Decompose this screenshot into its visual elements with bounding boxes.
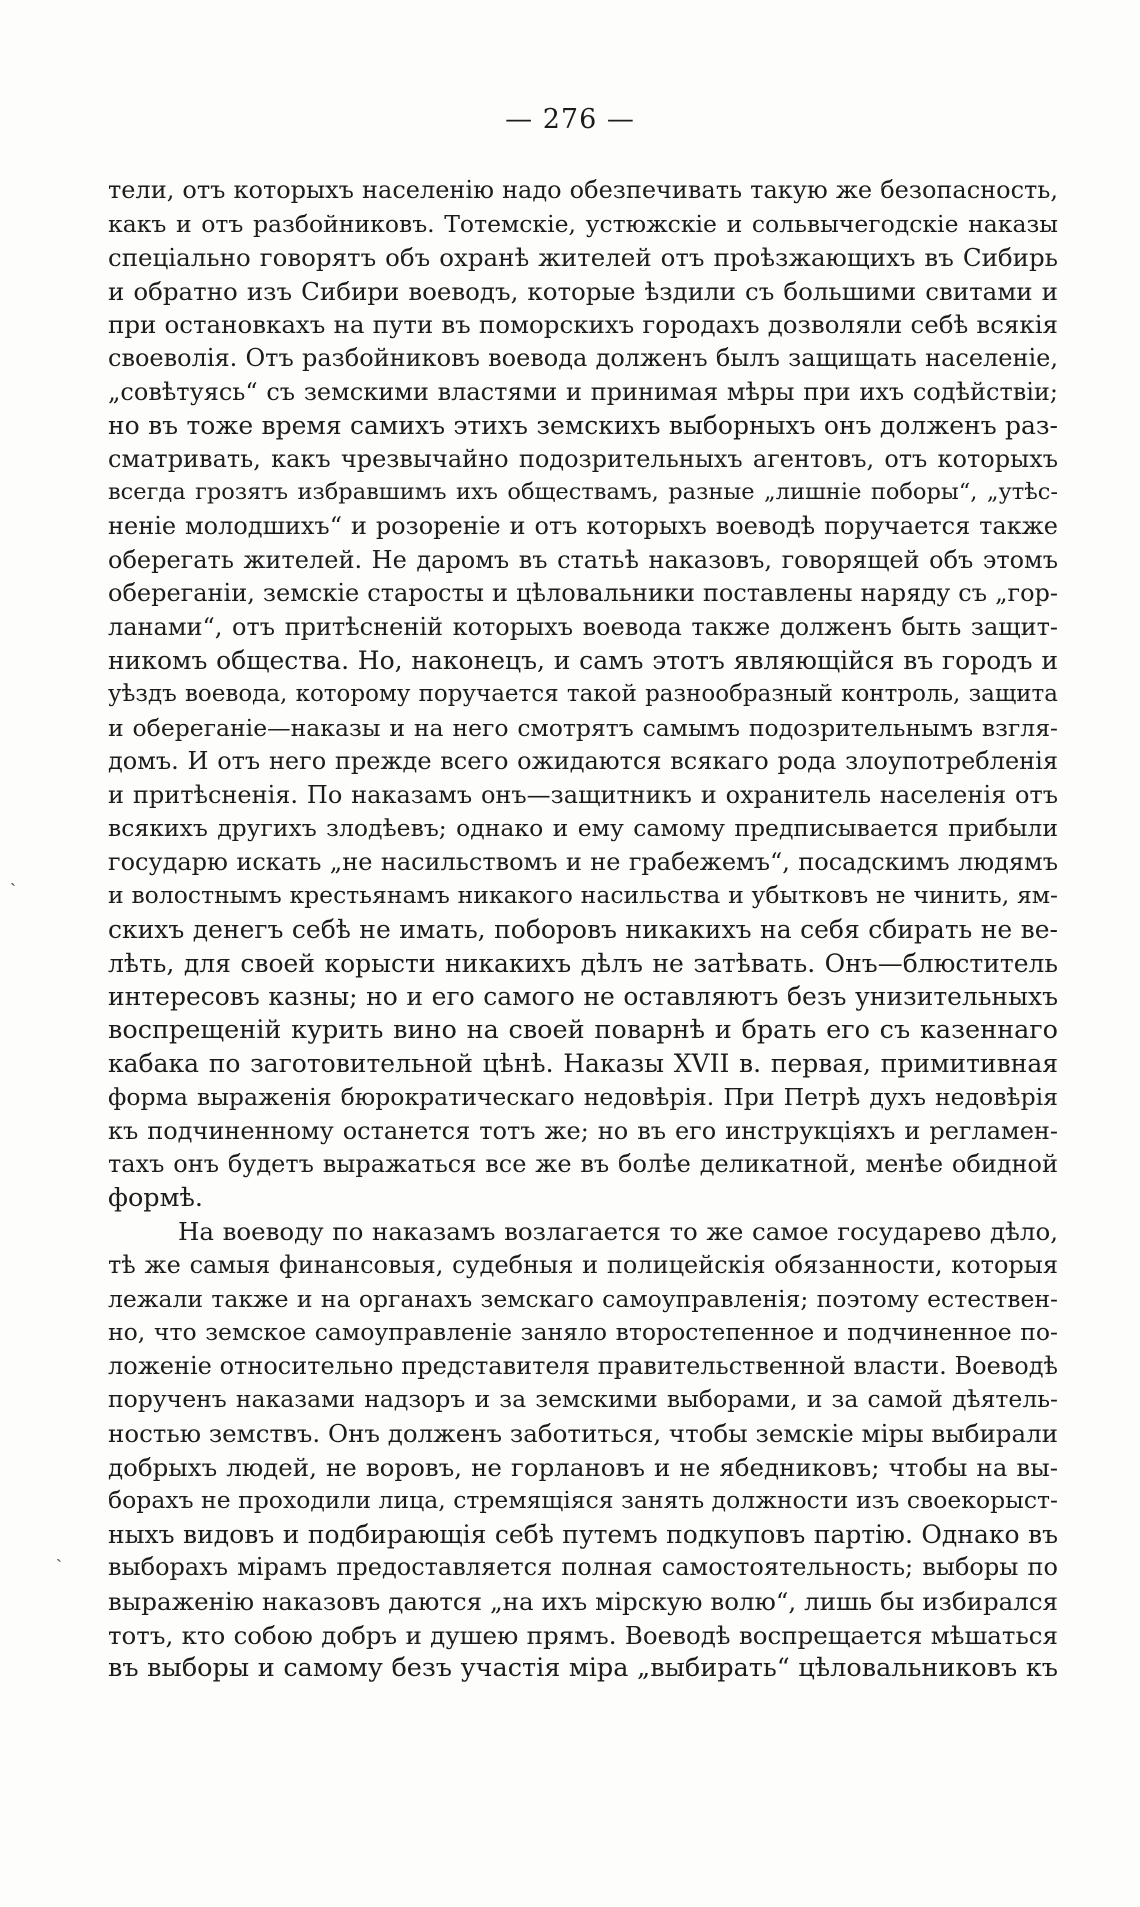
text-line: интересовъ казны; но и его самого не оставляютъ безъ унизительныхъ	[108, 982, 1058, 1012]
text-line: и обратно изъ Сибири воеводъ, которые ѣздили съ большими свитами и	[108, 276, 1058, 306]
text-line: выборахъ мірамъ предоставляется полная самостоятельность; выборы по	[108, 1553, 1058, 1582]
text-line: лѣть, для своей корысти никакихъ дѣлъ не затѣвать. Онъ—блюститель	[108, 948, 1058, 978]
text-line: „совѣтуясь“ съ земскими властями и принимая мѣры при ихъ содѣйствіи;	[108, 377, 1058, 406]
text-line: оберегать жителей. Не даромъ въ статьѣ наказовъ, говорящей объ этомъ	[108, 545, 1058, 574]
text-line: борахъ не проходили лица, стремящіяся занять должности изъ своекорыст-	[108, 1486, 1058, 1515]
text-line: лежали также и на органахъ земскаго самоуправленія; поэтому естествен-	[108, 1284, 1058, 1313]
text-line: ланами“, отъ притѣсненій которыхъ воевода также долженъ быть защит-	[108, 612, 1058, 641]
text-line: выраженію наказовъ даются „на ихъ мірскую волю“, лишь бы избирался	[108, 1586, 1058, 1616]
body-text	[108, 174, 1058, 1719]
text-line: государю искать „не насильствомъ и не грабежемъ“, посадскимъ людямъ	[108, 847, 1058, 876]
page-number: — 276 —	[505, 104, 635, 135]
text-line: но, что земское самоуправленіе заняло второстепенное и подчиненное по-	[108, 1318, 1058, 1347]
text-line: тѣ же самыя финансовыя, судебныя и полицейскія обязанности, которыя	[108, 1251, 1058, 1279]
text-line: скихъ денегъ себѣ не имать, поборовъ никакихъ на себя сбирать не ве-	[108, 915, 1058, 945]
text-line: ложеніе относительно представителя правительственной власти. Воеводѣ	[108, 1351, 1058, 1380]
text-line: сматривать, какъ чрезвычайно подозрительныхъ агентовъ, отъ которыхъ	[108, 444, 1058, 473]
text-line: спеціально говорятъ объ охранѣ жителей отъ проѣзжающихъ въ Сибирь	[108, 243, 1058, 273]
text-line	[108, 1686, 1058, 1720]
text-line: всегда грозятъ избравшимъ ихъ обществамъ, разные „лишніе поборы“, „утѣс-	[108, 479, 1058, 506]
text-line: форма выраженія бюрократическаго недовѣрія. При Петрѣ духъ недовѣрія	[108, 1083, 1058, 1112]
text-line: въ выборы и самому безъ участія міра „выбирать“ цѣловальниковъ къ	[108, 1653, 1058, 1684]
text-line: никомъ общества. Но, наконецъ, и самъ этотъ являющійся въ городъ и	[108, 646, 1058, 676]
text-line: порученъ наказами надзоръ и за земскими выборами, и за самой дѣятель-	[108, 1385, 1058, 1414]
text-line: обереганіи, земскіе старосты и цѣловальники поставлены наряду съ „гор-	[108, 579, 1058, 608]
text-line: уѣздъ воевода, которому поручается такой разнообразный контроль, защита	[108, 680, 1058, 707]
text-line: ностью земствъ. Онъ долженъ заботиться, чтобы земскіе міры выбирали	[108, 1418, 1058, 1448]
text-line: при остановкахъ на пути въ поморскихъ городахъ дозволяли себѣ всякія	[108, 310, 1058, 340]
text-line: но въ тоже время самихъ этихъ земскихъ выборныхъ онъ долженъ раз-	[108, 411, 1058, 441]
text-line: и обереганіе—наказы и на него смотрятъ самымъ подозрительнымъ взгля-	[108, 713, 1058, 742]
text-line: къ подчиненному останется тотъ же; но въ его инструкціяхъ и регламен-	[108, 1116, 1058, 1145]
text-line: какъ и отъ разбойниковъ. Тотемскіе, устюжскіе и сольвычегодскіе наказы	[108, 209, 1058, 238]
text-line: тотъ, кто собою добръ и душею прямъ. Воеводѣ воспрещается мѣшаться	[108, 1620, 1058, 1650]
text-line: кабака по заготовительной цѣнѣ. Наказы XVII в. первая, примитивная	[108, 1049, 1058, 1079]
text-line: добрыхъ людей, не воровъ, не горлановъ и не ябедниковъ; чтобы на вы-	[108, 1452, 1058, 1482]
paragraph-start-line: На воеводу по наказамъ возлагается то же самое государево дѣло,	[178, 1217, 1058, 1247]
text-line: домъ. И отъ него прежде всего ожидаются всякаго рода злоупотребленія	[108, 747, 1058, 776]
text-line: тели, отъ которыхъ населенію надо обезпечивать такую же безопасность,	[108, 176, 1058, 204]
text-line: своеволія. Отъ разбойниковъ воевода долженъ былъ защищать населеніе,	[108, 343, 1058, 372]
text-line: ныхъ видовъ и подбирающія себѣ путемъ подкуповъ партію. Однако въ	[108, 1519, 1058, 1549]
text-line: и волостнымъ крестьянамъ никакого насильства и убытковъ не чинить, ям-	[108, 881, 1058, 910]
text-line: и притѣсненія. По наказамъ онъ—защитникъ и охранитель населенія отъ	[108, 780, 1058, 809]
text-line: формѣ.	[108, 1182, 203, 1213]
text-line: всякихъ другихъ злодѣевъ; однако и ему самому предписывается прибыли	[108, 814, 1058, 843]
text-line: тахъ онъ будетъ выражаться все же въ болѣе деликатной, менѣе обидной	[108, 1150, 1058, 1179]
margin-speck-mark: ˏ	[10, 866, 16, 887]
margin-speck-mark: ˎ	[56, 1542, 62, 1563]
text-line: воспрещеній курить вино на своей поварнѣ и брать его съ казеннаго	[108, 1014, 1058, 1045]
text-line: неніе молодшихъ“ и розореніе и отъ которыхъ воеводѣ поручается также	[108, 511, 1058, 540]
